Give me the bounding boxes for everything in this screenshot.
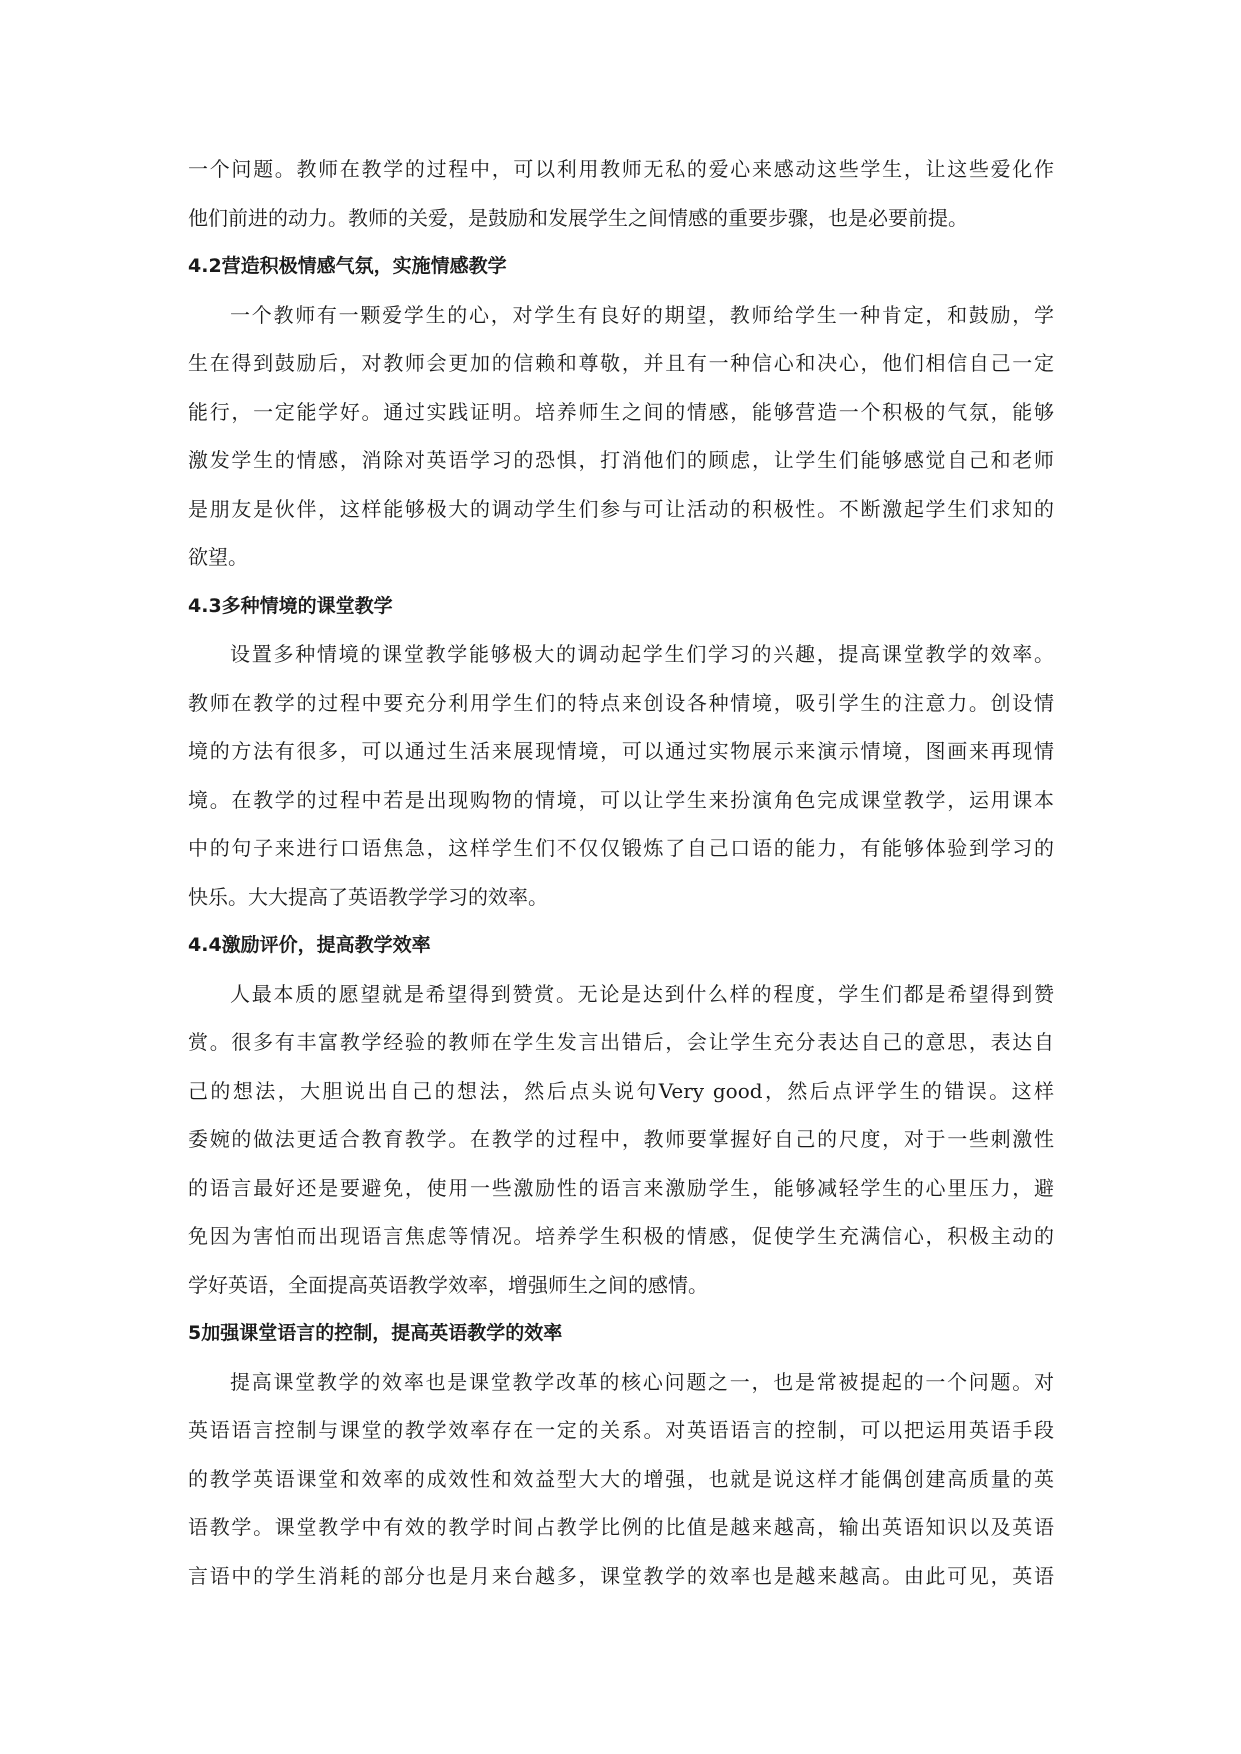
section-heading-5: 5加强课堂语言的控制，提高英语教学的效率 <box>188 1322 563 1344</box>
paragraph-line: 境的方法有很多，可以通过生活来展现情境，可以通过实物展示来演示情境，图画来再现情 <box>188 739 1054 763</box>
paragraph-line: 设置多种情境的课堂教学能够极大的调动起学生们学习的兴趣，提高课堂教学的效率。 <box>230 642 1054 666</box>
paragraph-line: 他们前进的动力。教师的关爱，是鼓励和发展学生之间情感的重要步骤，也是必要前提。 <box>188 205 968 230</box>
paragraph-line: 人最本质的愿望就是希望得到赞赏。无论是达到什么样的程度，学生们都是希望得到赞 <box>230 981 1054 1006</box>
section-heading-4-4: 4.4激励评价，提高教学效率 <box>188 934 431 956</box>
paragraph-line: 语教学。课堂教学中有效的教学时间占教学比例的比值是越来越高，输出英语知识以及英语 <box>188 1515 1054 1539</box>
intro-paragraph <box>188 155 1054 232</box>
paragraph-line: 学好英语，全面提高英语教学效率，增强师生之间的感情。 <box>188 1272 708 1297</box>
paragraph-line: 委婉的做法更适合教育教学。在教学的过程中，教师要掌握好自己的尺度，对于一些刺激性 <box>188 1127 1054 1151</box>
paragraph-line: 一个教师有一颗爱学生的心，对学生有良好的期望，教师给学生一种肯定，和鼓励，学 <box>230 302 1054 327</box>
paragraph-line: 言语中的学生消耗的部分也是月来台越多，课堂教学的效率也是越来越高。由此可见，英语 <box>188 1563 1054 1588</box>
paragraph-line: 的语言最好还是要避免，使用一些激励性的语言来激励学生，能够减轻学生的心里压力，避 <box>188 1175 1054 1200</box>
paragraph-line: 是朋友是伙伴，这样能够极大的调动学生们参与可让活动的积极性。不断激起学生们求知的 <box>188 496 1054 521</box>
section-4-4-paragraph <box>188 980 1054 1299</box>
paragraph-line: 欲望。 <box>188 545 248 569</box>
paragraph-line: 英语语言控制与课堂的教学效率存在一定的关系。对英语语言的控制，可以把运用英语手段 <box>188 1418 1054 1442</box>
section-4-2-paragraph <box>188 301 1054 572</box>
document-page <box>188 155 1054 1610</box>
section-5-paragraph <box>188 1368 1054 1590</box>
paragraph-line: 教师在教学的过程中要充分利用学生们的特点来创设各种情境，吸引学生的注意力。创设情 <box>188 690 1054 715</box>
paragraph-line: 一个问题。教师在教学的过程中，可以利用教师无私的爱心来感动这些学生，让这些爱化作 <box>188 157 1054 181</box>
paragraph-line: 激发学生的情感，消除对英语学习的恐惧，打消他们的顾虑，让学生们能够感觉自己和老师 <box>188 448 1054 472</box>
section-4-3-paragraph <box>188 640 1054 911</box>
paragraph-line: 能行，一定能学好。通过实践证明。培养师生之间的情感，能够营造一个积极的气氛，能够 <box>188 399 1054 424</box>
paragraph-line: 生在得到鼓励后，对教师会更加的信赖和尊敬，并且有一种信心和决心，他们相信自己一定 <box>188 351 1054 375</box>
paragraph-line: 快乐。大大提高了英语教学学习的效率。 <box>188 884 548 909</box>
paragraph-line: 境。在教学的过程中若是出现购物的情境，可以让学生来扮演角色完成课堂教学，运用课本 <box>188 787 1054 812</box>
paragraph-line: 赏。很多有丰富教学经验的教师在学生发言出错后，会让学生充分表达自己的意思，表达自 <box>188 1030 1054 1054</box>
section-heading-4-3: 4.3多种情境的课堂教学 <box>188 594 393 617</box>
paragraph-line: 提高课堂教学的效率也是课堂教学改革的核心问题之一，也是常被提起的一个问题。对 <box>230 1369 1054 1394</box>
paragraph-line: 己的想法，大胆说出自己的想法，然后点头说句Very good，然后点评学生的错误。这样 <box>188 1078 1054 1103</box>
section-heading-4-2: 4.2营造积极情感气氛，实施情感教学 <box>188 255 507 277</box>
paragraph-line: 免因为害怕而出现语言焦虑等情况。培养学生积极的情感，促使学生充满信心，积极主动的 <box>188 1224 1054 1248</box>
paragraph-line: 中的句子来进行口语焦急，这样学生们不仅仅锻炼了自己口语的能力，有能够体验到学习的 <box>188 836 1054 860</box>
paragraph-line: 的教学英语课堂和效率的成效性和效益型大大的增强，也就是说这样才能偶创建高质量的英 <box>188 1466 1054 1491</box>
